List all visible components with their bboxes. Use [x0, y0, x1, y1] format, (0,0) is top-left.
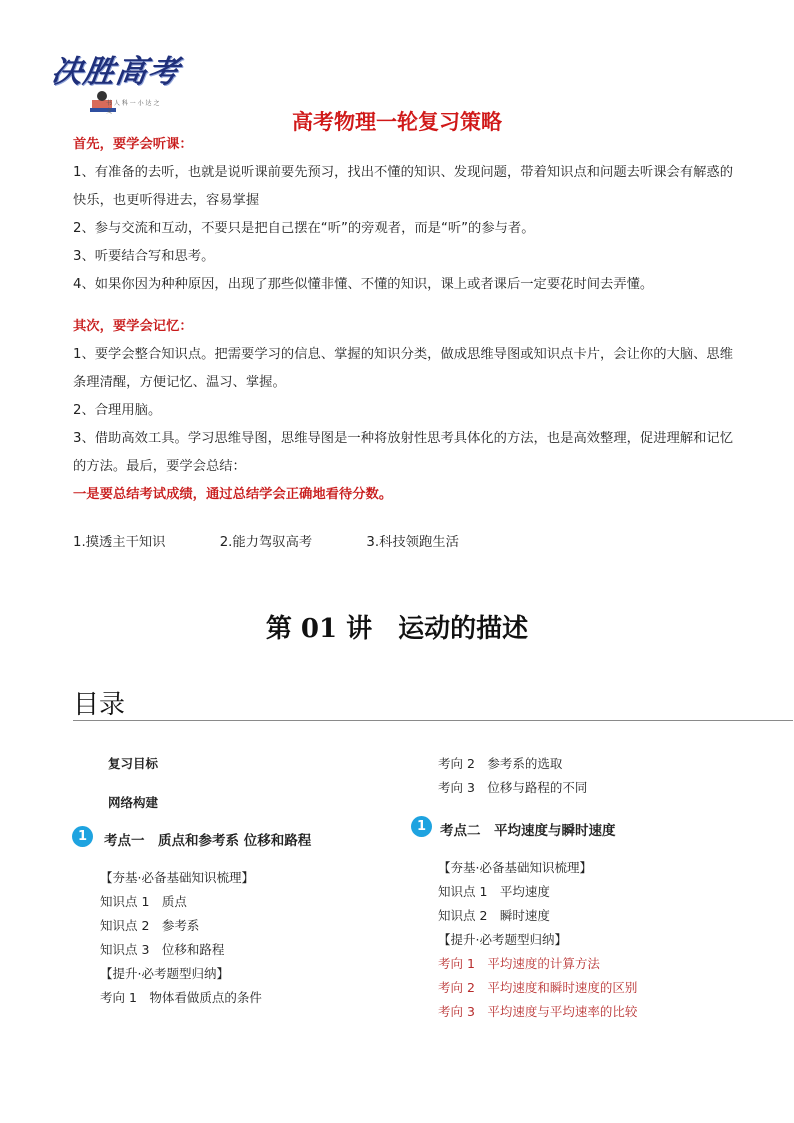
toc-kp1-knowledge[interactable]: 知识点 2 参考系	[100, 918, 200, 933]
toc-kp2-knowledge[interactable]: 知识点 1 平均速度	[438, 884, 550, 899]
section1-item: 2、参与交流和互动，不要只是把自己摆在“听”的旁观者，而是“听”的参与者。	[73, 221, 535, 236]
section2-heading: 其次，要学会记忆：	[73, 319, 193, 334]
toc-kp1-direction[interactable]: 考向 3 位移与路程的不同	[438, 780, 588, 795]
toc-kp2-improve[interactable]: 【提升·必考题型归纳】	[438, 932, 567, 947]
toc-heading: 目录	[73, 690, 126, 720]
key-point: 1.摸透主干知识	[73, 535, 166, 550]
toc-kp1-title[interactable]: 考点一 质点和参考系 位移和路程	[104, 833, 312, 849]
section1-item: 4、如果你因为种种原因，出现了那些似懂非懂、不懂的知识，课上或者课后一定要花时间去弄懂。	[73, 277, 654, 292]
summary-line: 一是要总结考试成绩，通过总结学会正确地看待分数。	[73, 487, 393, 502]
logo-subtitle: 书 人 科 一 小 达 之 文	[106, 100, 160, 115]
kp2-number-badge: 1	[411, 816, 432, 837]
toc-kp2-direction[interactable]: 考向 3 平均速度与平均速率的比较	[438, 1004, 638, 1019]
document-title: 高考物理一轮复习策略	[292, 110, 502, 134]
toc-kp1-improve[interactable]: 【提升·必考题型归纳】	[100, 966, 229, 981]
toc-kp2-direction[interactable]: 考向 1 平均速度的计算方法	[438, 956, 600, 971]
lecture-title: 第 01 讲 运动的描述	[265, 614, 529, 644]
toc-kp2-base[interactable]: 【夯基·必备基础知识梳理】	[438, 860, 592, 875]
toc-kp2-knowledge[interactable]: 知识点 2 瞬时速度	[438, 908, 550, 923]
toc-kp1-direction[interactable]: 考向 2 参考系的选取	[438, 756, 563, 771]
toc-review-goals[interactable]: 复习目标	[108, 756, 159, 771]
section1-item: 1、有准备的去听，也就是说听课前要先预习，找出不懂的知识、发现问题，带着知识点和问题去听课会有解惑的快乐，也更听得进去，容易掌握	[73, 165, 734, 208]
toc-kp2-direction[interactable]: 考向 2 平均速度和瞬时速度的区别	[438, 980, 638, 995]
toc-network[interactable]: 网络构建	[108, 795, 159, 810]
toc-kp1-knowledge[interactable]: 知识点 1 质点	[100, 894, 187, 909]
section2-item: 1、要学会整合知识点。把需要学习的信息、掌握的知识分类，做成思维导图或知识点卡片，会让你的大脑、思维条理清醒，方便记忆、温习、掌握。	[73, 347, 734, 390]
toc-kp1-knowledge[interactable]: 知识点 3 位移和路程	[100, 942, 225, 957]
key-point: 3.科技领跑生活	[366, 535, 459, 550]
key-point: 2.能力驾驭高考	[219, 535, 313, 550]
logo-title: 决胜高考	[48, 54, 183, 90]
section2	[73, 313, 733, 509]
toc-kp1-direction[interactable]: 考向 1 物体看做质点的条件	[100, 990, 262, 1005]
section1-item: 3、听要结合写和思考。	[73, 249, 215, 264]
section1	[73, 131, 733, 299]
toc-divider	[73, 720, 793, 721]
section2-item: 2、合理用脑。	[73, 403, 162, 418]
key-points	[73, 531, 509, 550]
kp1-number-badge: 1	[72, 826, 93, 847]
toc-kp1-base[interactable]: 【夯基·必备基础知识梳理】	[100, 870, 254, 885]
toc-kp2-title[interactable]: 考点二 平均速度与瞬时速度	[440, 823, 616, 839]
section2-item: 3、借助高效工具。学习思维导图，思维导图是一种将放射性思考具体化的方法，也是高效整理，促进理解和记忆的方法。最后，要学会总结：	[73, 431, 734, 474]
section1-heading: 首先，要学会听课：	[73, 137, 193, 152]
